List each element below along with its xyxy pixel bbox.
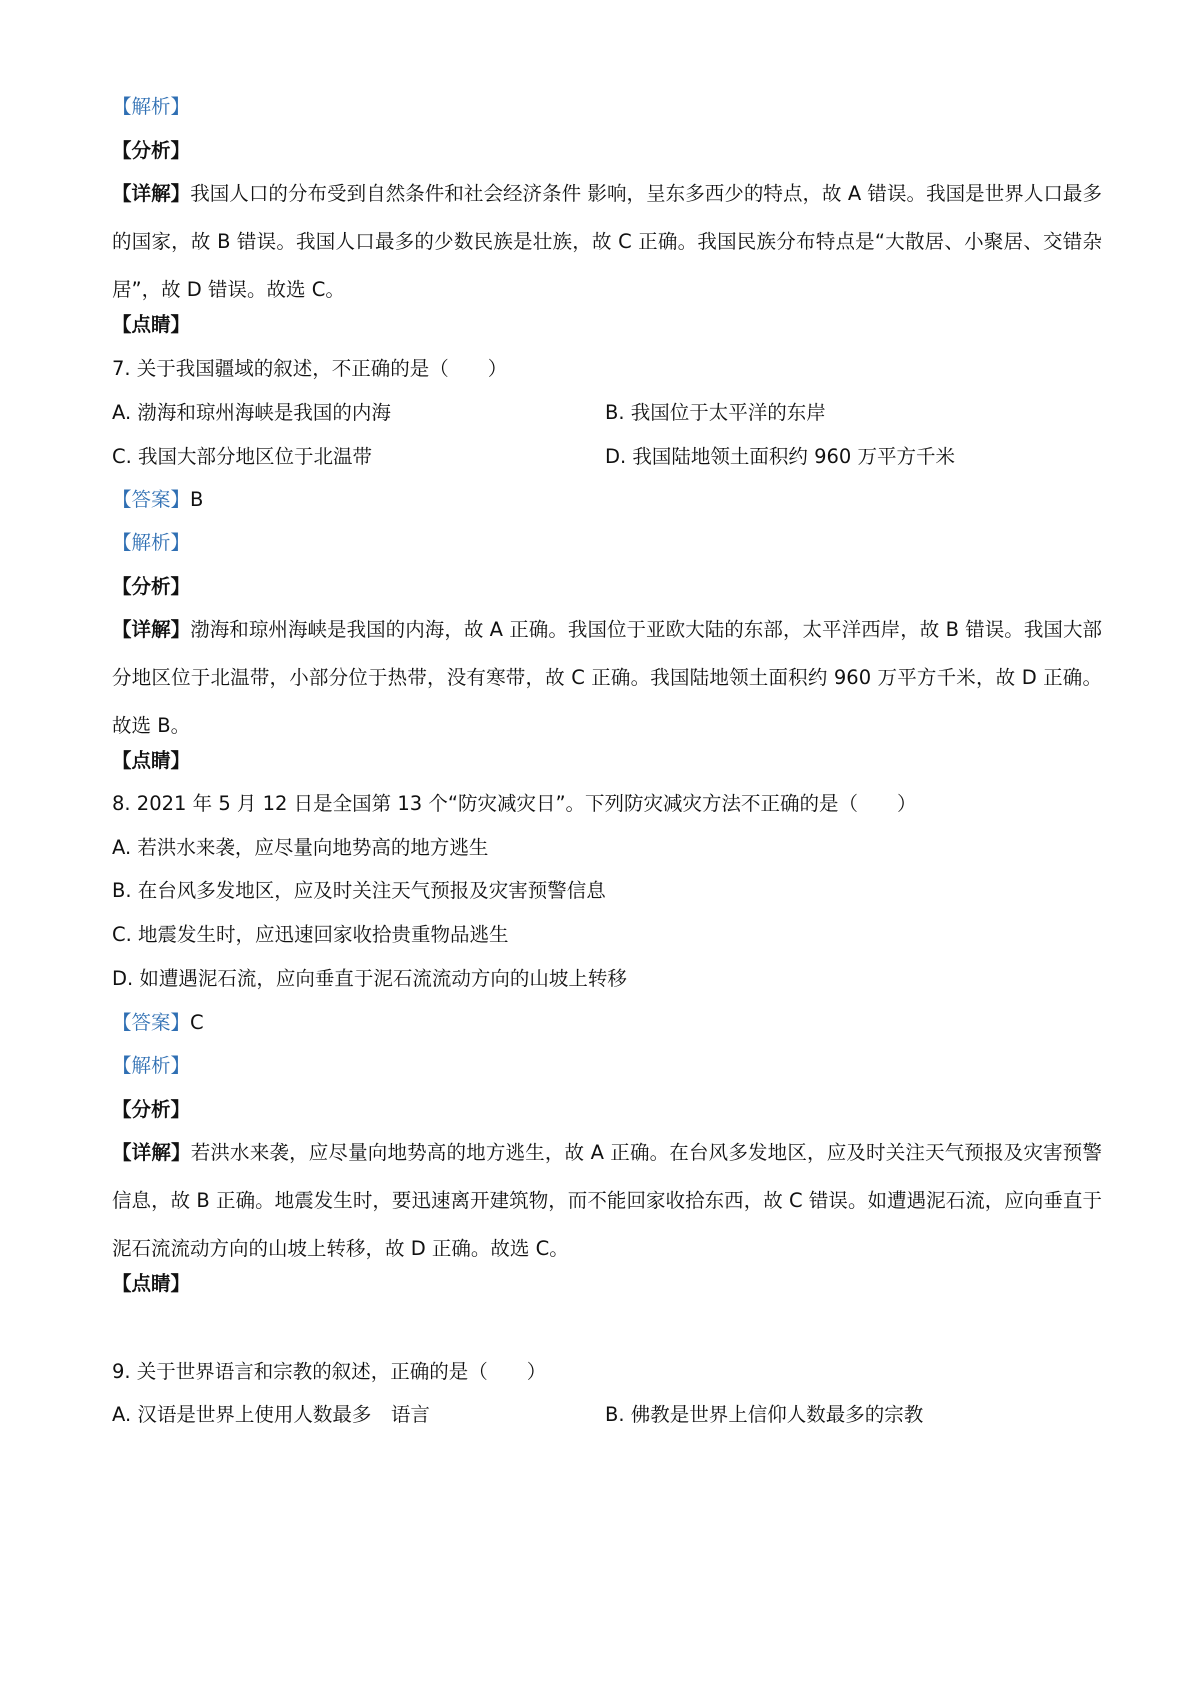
q8-dianjing-label: 【点睛】 (112, 1272, 191, 1295)
q8-option-b: B. 在台风多发地区，应及时关注天气预报及灾害预警信息 (112, 879, 606, 902)
q7-dianjing-label: 【点睛】 (112, 749, 191, 772)
q7-options-row-2 (112, 442, 1102, 472)
q7-xiangjie (112, 606, 1102, 750)
q6-xiangjie-label: 【详解】 (112, 182, 191, 205)
q8-option-a: A. 若洪水来袭，应尽量向地势高的地方逃生 (112, 836, 489, 859)
q7-option-b: B. 我国位于太平洋的东岸 (605, 401, 826, 424)
q7-option-d: D. 我国陆地领土面积约 960 万平方千米 (605, 445, 956, 468)
q8-xiangjie (112, 1129, 1102, 1273)
q8-jiexi-label: 【解析】 (112, 1054, 191, 1077)
q7-jiexi-label: 【解析】 (112, 531, 191, 554)
q6-fenxi-label: 【分析】 (112, 139, 191, 162)
q8-option-c: C. 地震发生时，应迅速回家收拾贵重物品逃生 (112, 923, 509, 946)
q7-options-row-1 (112, 398, 1102, 428)
q6-xiangjie-text: 我国人口的分布受到自然条件和社会经济条件 影响，呈东多西少的特点，故 A 错误。我国是世界人口最多的国家，故 B 错误。我国人口最多的少数民族是壮族，故 C 正确。我国民族分布特点是“大散居、小聚居、交错杂居”，故 D 错误。故选 C。 (112, 182, 1102, 301)
q7-xiangjie-text: 渤海和琼州海峡是我国的内海，故 A 正确。我国位于亚欧大陆的东部，太平洋西岸，故 B 错误。我国大部分地区位于北温带，小部分位于热带，没有寒带，故 C 正确。我国陆地领土面积约 960 万平方千米，故 D 正确。故选 B。 (112, 618, 1102, 737)
q7-option-c: C. 我国大部分地区位于北温带 (112, 445, 373, 468)
q7-xiangjie-label: 【详解】 (112, 618, 191, 641)
q6-dianjing-label: 【点睛】 (112, 313, 191, 336)
q6-jiexi-label: 【解析】 (112, 95, 191, 118)
q8-fenxi-label: 【分析】 (112, 1098, 191, 1121)
q9-option-a: A. 汉语是世界上使用人数最多 语言 (112, 1403, 430, 1426)
q8-answer (112, 1008, 1102, 1038)
q9-stem: 9. 关于世界语言和宗教的叙述，正确的是（ ） (112, 1360, 547, 1383)
q8-option-d: D. 如遭遇泥石流，应向垂直于泥石流流动方向的山坡上转移 (112, 967, 627, 990)
q7-answer (112, 485, 1102, 515)
q7-fenxi-label: 【分析】 (112, 575, 191, 598)
q8-answer-label: 【答案】 (112, 1011, 191, 1034)
q7-option-a: A. 渤海和琼州海峡是我国的内海 (112, 401, 391, 424)
q7-answer-label: 【答案】 (112, 488, 191, 511)
q8-xiangjie-label: 【详解】 (112, 1141, 191, 1164)
q7-answer-value: B (190, 488, 204, 511)
q8-answer-value: C (190, 1011, 204, 1034)
q9-option-b: B. 佛教是世界上信仰人数最多的宗教 (605, 1403, 924, 1426)
q8-xiangjie-text: 若洪水来袭，应尽量向地势高的地方逃生，故 A 正确。在台风多发地区，应及时关注天气预报及灾害预警信息，故 B 正确。地震发生时，要迅速离开建筑物，而不能回家收拾东西，故 C 错误。如遭遇泥石流，应向垂直于泥石流流动方向的山坡上转移，故 D 正确。故选 C。 (112, 1141, 1102, 1260)
q9-options-row-1 (112, 1400, 1102, 1430)
q6-xiangjie (112, 170, 1102, 314)
q7-stem: 7. 关于我国疆域的叙述，不正确的是（ ） (112, 357, 508, 380)
q8-stem: 8. 2021 年 5 月 12 日是全国第 13 个“防灾减灾日”。下列防灾减灾方法不正确的是（ ） (112, 792, 917, 815)
